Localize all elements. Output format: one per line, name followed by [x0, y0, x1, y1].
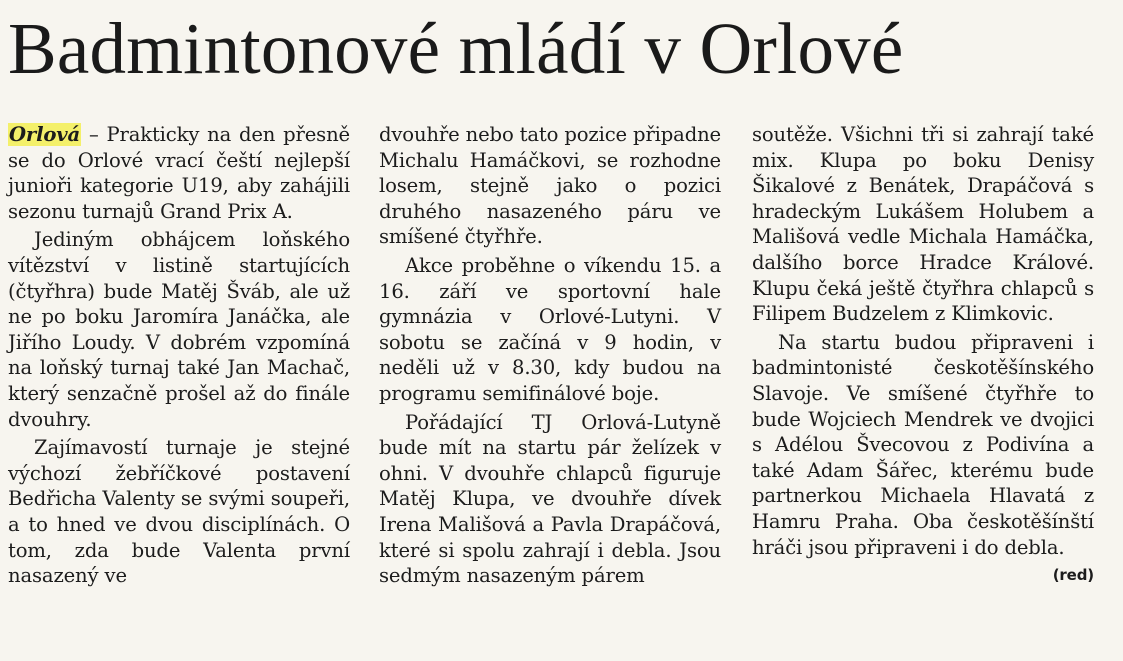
paragraph-text: Na startu budou připraveni i badmintonisté českotěšínského Slavoje. Ve smíšené čtyřhře to bude Wojciech Mendrek ve dvojici s Adélou Švecovou z Podivína a také Adam Šářec, kterému bude partnerkou Michaela Hlavatá z Hamru Praha. Oba českotěšínští hráči jsou připraveni i do debla.: [752, 330, 1094, 559]
paragraph: dvouhře nebo tato pozice připadne Michalu Hamáčkovi, se rozhodne losem, stejně jako o pozici druhého nasazeného páru ve smíšené čtyřhře.: [379, 123, 722, 249]
paragraph: Zajímavostí turnaje je stejné výchozí žebříčkové postavení Bedřicha Valenty se svými soupeři, a to hned ve dvou disciplínách. O tom, zda bude Valenta první nasazený ve: [8, 436, 350, 588]
column-3: [752, 122, 1094, 589]
author-signature: (red): [1052, 566, 1094, 585]
column-2: [379, 122, 721, 589]
paragraph: [752, 330, 1094, 585]
paragraph: [8, 122, 350, 224]
paragraph-text: – Prakticky na den přesně se do Orlové vrací čeští nejlepší junioři kategorie U19, aby zahájili sezonu turnajů Grand Prix A.: [8, 123, 350, 223]
headline: Badmintonové mládí v Orlové: [8, 8, 904, 89]
paragraph: Akce proběhne o víkendu 15. a 16. září ve sportovní hale gymnázia v Orlové-Lutyni. V sobotu se začíná v 9 hodin, v neděli už v 8.30, kdy budou na programu semifinálové boje.: [379, 253, 721, 405]
paragraph: soutěže. Všichni tři si zahrají také mix. Klupa po boku Denisy Šikalové z Benátek, Drapáčová s hradeckým Lukášem Holubem a Mališová vedle Michala Hamáčka, dalšího borce Hradce Králové. Klupu čeká ještě čtyřhra chlapců s Filipem Budzelem z Klimkovic.: [752, 123, 1094, 326]
paragraph: Pořádající TJ Orlová-Lutyně bude mít na startu pár želízek v ohni. V dvouhře chlapců figuruje Matěj Klupa, ve dvouhře dívek Irena Mališová a Pavla Drapáčová, které si spolu zahrají i debla. Jsou sedmým nasazeným párem: [379, 410, 721, 588]
dateline: Orlová: [9, 123, 81, 146]
column-1: [8, 122, 350, 589]
paragraph: Jediným obhájcem loňského vítězství v listině startujících (čtyřhra) bude Matěj Šváb, ale už ne po boku Jaromíra Janáčka, ale Jiřího Loudy. V dobrém vzpomíná na loňský turnaj také Jan Machač, který senzačně prošel až do finále dvouhry.: [8, 228, 350, 431]
